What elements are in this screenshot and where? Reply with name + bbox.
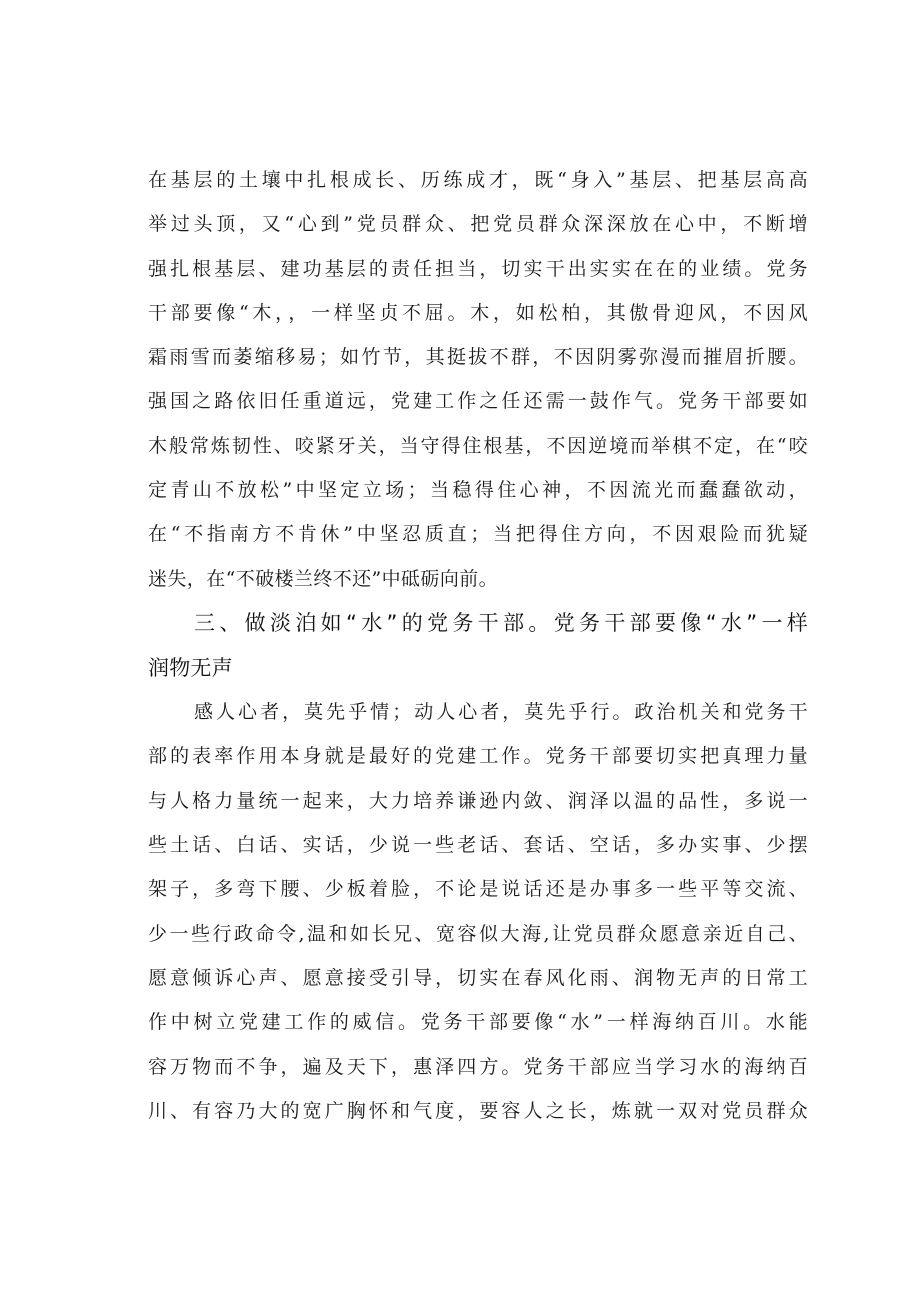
text-line: 木般常炼韧性、咬紧牙关，当守得住根基，不因逆境而举棋不定，在“咬 [148, 434, 808, 457]
text-line: 在基层的土壤中扎根成长、历练成才，既“身入”基层、把基层高高 [148, 169, 808, 191]
document-body [148, 158, 808, 1133]
text-line: 些土话、白话、实话，少说一些老话、套话、空话，多办实事、少摆 [148, 834, 808, 857]
text-line: 迷失，在“不破楼兰终不还”中砥砺向前。 [148, 567, 499, 590]
text-line: 架子，多弯下腰、少板着脸，不论是说话还是办事多一些平等交流、 [148, 878, 808, 901]
text-line: 作中树立党建工作的威信。党务干部要像“水”一样海纳百川。水能 [148, 1011, 808, 1034]
text-line: 川、有容乃大的宽广胸怀和气度，要容人之长，炼就一双对党员群众 [148, 1099, 808, 1122]
paragraph-2 [148, 690, 808, 1133]
paragraph-1 [148, 158, 808, 601]
text-line: 部的表率作用本身就是最好的党建工作。党务干部要切实把真理力量 [148, 745, 808, 768]
text-line: 容万物而不争，遍及天下，惠泽四方。党务干部应当学习水的海纳百 [148, 1055, 808, 1078]
text-line: 干部要像“木，，一样坚贞不屈。木，如松柏，其傲骨迎风，不因风 [148, 301, 808, 324]
text-line: 强国之路依旧任重道远，党建工作之任还需一鼓作气。党务干部要如 [148, 390, 808, 413]
text-line: 定青山不放松”中坚定立场；当稳得住心神，不因流光而蠢蠢欲动， [148, 479, 808, 502]
heading-line: 三、做淡泊如“水”的党务干部。党务干部要像“水”一样 [194, 610, 808, 635]
text-line: 强扎根基层、建功基层的责任担当，切实干出实实在在的业绩。党务 [148, 257, 808, 280]
text-line: 愿意倾诉心声、愿意接受引导，切实在春风化雨、润物无声的日常工 [148, 966, 808, 989]
text-line: 与人格力量统一起来，大力培养谦逊内敛、润泽以温的品性，多说一 [148, 789, 808, 812]
section-heading [148, 601, 808, 690]
text-line: 感人心者，莫先乎情；动人心者，莫先乎行。政治机关和党务干 [194, 701, 808, 724]
text-line: 举过头顶，又“心到”党员群众、把党员群众深深放在心中，不断增 [148, 213, 808, 236]
text-line: 在“不指南方不肯休”中坚忍质直；当把得住方向，不因艰险而犹疑 [148, 523, 808, 546]
text-line: 霜雨雪而萎缩移易；如竹节，其挺拔不群，不因阴雾弥漫而摧眉折腰。 [148, 346, 808, 369]
text-line: 少一些行政命令,温和如长兄、宽容似大海,让党员群众愿意亲近自己、 [148, 922, 808, 945]
heading-line: 润物无声 [148, 655, 233, 680]
